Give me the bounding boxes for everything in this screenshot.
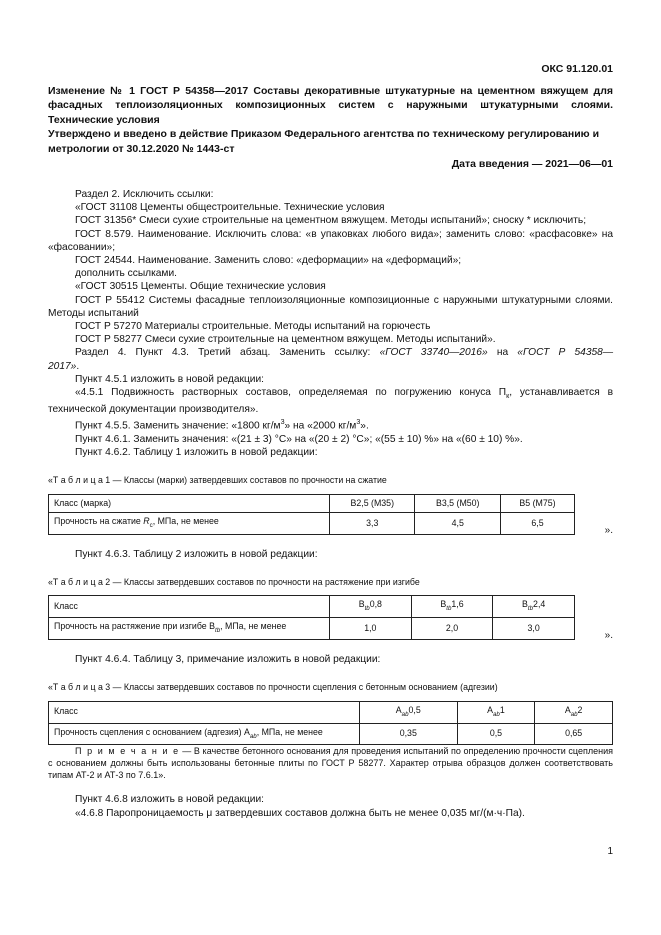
table-cell: 6,5 [500, 512, 574, 534]
text-segment: В [440, 599, 447, 610]
text-segment: » на «2000 кг/м [284, 420, 357, 432]
table-3-caption [48, 681, 613, 694]
text-segment: «ГОСТ Р 54358—2017» [48, 347, 614, 372]
text-segment: tb [364, 605, 370, 612]
text-segment: А [564, 704, 571, 715]
table-cell: В2,5 (М35) [330, 494, 415, 512]
table-cell [49, 512, 330, 534]
table-cell [535, 701, 613, 723]
text-segment: 1,6 [451, 599, 464, 610]
paragraph: ГОСТ Р 57270 Материалы строительные. Методы испытаний на горючесть [75, 321, 431, 333]
table-2-wrapper [48, 595, 613, 640]
text-segment: 3 [280, 418, 285, 427]
note-label: П р и м е ч а н и е [75, 746, 180, 757]
text-segment: , устанавливается в технической документации производителя». [48, 387, 613, 416]
text-segment: 1 [499, 704, 505, 715]
table-cell [411, 596, 493, 618]
table-row [49, 596, 575, 618]
text-segment: ab [492, 710, 500, 718]
paragraph: ГОСТ 24544. Наименование. Заменить слово: «деформации» на «деформаций»; [75, 255, 462, 267]
document-title: Изменение № 1 ГОСТ Р 54358—2017 Составы декоративные штукатурные на цементном вяжущем для фасадных теплоизоляционных композиционных систем с наружными штукатурными слоями. Технические условия [48, 85, 613, 126]
table-cell [330, 596, 412, 618]
paragraph: Пункт 4.5.1 изложить в новой редакции: [75, 373, 265, 385]
table-row [49, 723, 613, 745]
text-segment: А [487, 704, 493, 715]
paragraph: Пункт 4.6.8 изложить в новой редакции: [75, 794, 265, 806]
table-row [49, 512, 575, 534]
table-cell: В5 (М75) [500, 494, 574, 512]
text-segment: «Т а б л и ц а [48, 475, 103, 486]
document-body [48, 188, 613, 820]
paragraph: ГОСТ Р 55412 Системы фасадные теплоизоляционные композиционные с наружными штукатурными слоями. Методы испытаний [48, 294, 613, 319]
table-row [49, 494, 575, 512]
paragraph: ГОСТ 8.579. Наименование. Исключить слова: «в упаковках любого вида»; заменить слово: «расфасовке» на «фасовании»; [48, 228, 613, 253]
table-cell: Класс [49, 596, 330, 618]
text-segment: В [358, 599, 365, 610]
text-segment: ab [401, 710, 409, 718]
table-cell: 3,0 [493, 618, 575, 640]
okc-code: ОКС 91.120.01 [541, 63, 613, 75]
text-segment: ab [249, 732, 257, 740]
table-row [49, 701, 613, 723]
text-segment: tb [446, 605, 452, 612]
text-segment: 2 [577, 704, 583, 715]
table-cell [49, 618, 330, 640]
effective-date: Дата введения — 2021—06—01 [451, 158, 613, 170]
paragraph [48, 386, 613, 416]
text-segment: Прочность сцепления с основанием (адгезия) А [54, 726, 250, 737]
paragraph: «4.6.8 Паропроницаемость μ затвердевших составов должна быть не менее 0,035 мг/(м·ч·Па). [75, 807, 525, 819]
text-segment: «4.5.1 Подвижность растворных составов, определяемая по погружению конуса П [75, 387, 507, 399]
text-segment: , МПа, не менее [220, 621, 287, 632]
table-note [48, 745, 613, 781]
table-cell [49, 723, 360, 745]
text-segment: , МПа, не менее [152, 515, 219, 526]
text-segment: на [487, 347, 518, 359]
text-segment: 2,4 [533, 599, 546, 610]
table-cell [493, 596, 575, 618]
text-segment: «ГОСТ 33740—2016» [379, 347, 488, 359]
table-cell: 0,65 [535, 723, 613, 745]
paragraph: «ГОСТ 30515 Цементы. Общие технические условия [75, 281, 326, 293]
text-segment: к [506, 392, 510, 401]
paragraph: Пункт 4.6.3. Таблицу 2 изложить в новой редакции: [75, 548, 318, 560]
paragraph: дополнить ссылками. [75, 268, 177, 280]
paragraph: Пункт 4.6.4. Таблицу 3, примечание изложить в новой редакции: [75, 654, 381, 666]
text-segment: tb [527, 605, 534, 612]
table-cell: 0,5 [457, 723, 535, 745]
text-segment: «Т а б л и ц а [48, 577, 103, 588]
table-cell [360, 701, 458, 723]
table-cell: Класс (марка) [49, 494, 330, 512]
table-cell: 4,5 [415, 512, 500, 534]
table-cell: 1,0 [330, 618, 412, 640]
text-segment: «Т а б л и ц а [48, 682, 103, 693]
text-segment: Прочность на растяжение при изгибе В [54, 621, 215, 632]
paragraph [48, 416, 613, 433]
approval-statement: Утверждено и введено в действие Приказом Федерального агентства по техническому регулированию и метрологии от 30.12.2020 № 1443-ст [48, 128, 600, 155]
table-1-caption [48, 474, 613, 487]
text-segment: А [395, 704, 402, 715]
text-segment: . [76, 360, 80, 372]
table-cell: В3,5 (М50) [415, 494, 500, 512]
table-cell: 2,0 [411, 618, 493, 640]
text-segment: Раздел 4. Пункт 4.3. Третий абзац. Заменить ссылку: [75, 347, 380, 359]
page-number: 1 [607, 846, 613, 857]
table-2-caption [48, 576, 613, 589]
table-2 [48, 595, 575, 640]
text-segment: ab [570, 710, 578, 718]
table-cell [457, 701, 535, 723]
text-segment: Прочность на сжатие [54, 515, 144, 526]
table-3 [48, 701, 613, 746]
text-segment: tb [215, 626, 221, 634]
table-1-wrapper [48, 494, 613, 535]
paragraph [48, 346, 613, 372]
table-3-wrapper [48, 701, 613, 746]
text-segment: с [149, 521, 153, 529]
paragraph: Пункт 4.6.2. Таблицу 1 изложить в новой редакции: [75, 447, 318, 459]
text-segment: , МПа, не менее [256, 726, 323, 737]
text-segment: Пункт 4.5.5. Заменить значение: «1800 кг/м [75, 420, 281, 432]
table-close-quote: ». [604, 524, 613, 536]
text-segment: 0,8 [369, 599, 382, 610]
table-cell: 3,3 [330, 512, 415, 534]
paragraph: ГОСТ 31356* Смеси сухие строительные на цементном вяжущем. Методы испытаний»; сноску * исключить; [75, 215, 587, 227]
paragraph: Пункт 4.6.1. Заменить значения: «(21 ± 3) °С» на «(20 ± 2) °С»; «(55 ± 10) %» на «(60 ± 10) %». [75, 434, 523, 446]
text-segment: В [522, 599, 528, 610]
table-close-quote: ». [604, 629, 613, 641]
paragraph: ГОСТ Р 58277 Смеси сухие строительные на цементном вяжущем. Методы испытаний». [75, 334, 496, 346]
text-segment: R [143, 515, 150, 526]
text-segment: 3 [356, 418, 361, 427]
text-segment: 3 — Классы затвердевших составов по прочности сцепления с бетонным основанием (адгезии) [102, 682, 498, 693]
text-segment: ». [360, 420, 369, 432]
text-segment: 0,5 [408, 704, 421, 715]
paragraph: «ГОСТ 31108 Цементы общестроительные. Технические условия [75, 202, 385, 214]
note-text: — В качестве бетонного основания для проведения испытаний по определению прочности сцепления с основанием должны быть использованы бетонные плиты по ГОСТ Р 58277. Характер отрыва образцов должен соответствовать типам АТ-2 и АТ-3 по 7.6.1». [48, 746, 613, 781]
table-row [49, 618, 575, 640]
text-segment: 2 — Классы затвердевших составов по прочности на растяжение при изгибе [102, 577, 420, 588]
table-1 [48, 494, 575, 535]
paragraph: Раздел 2. Исключить ссылки: [75, 189, 214, 200]
table-cell: Класс [49, 701, 360, 723]
text-segment: 1 — Классы (марки) затвердевших составов по прочности на сжатие [102, 475, 387, 486]
table-cell: 0,35 [360, 723, 458, 745]
